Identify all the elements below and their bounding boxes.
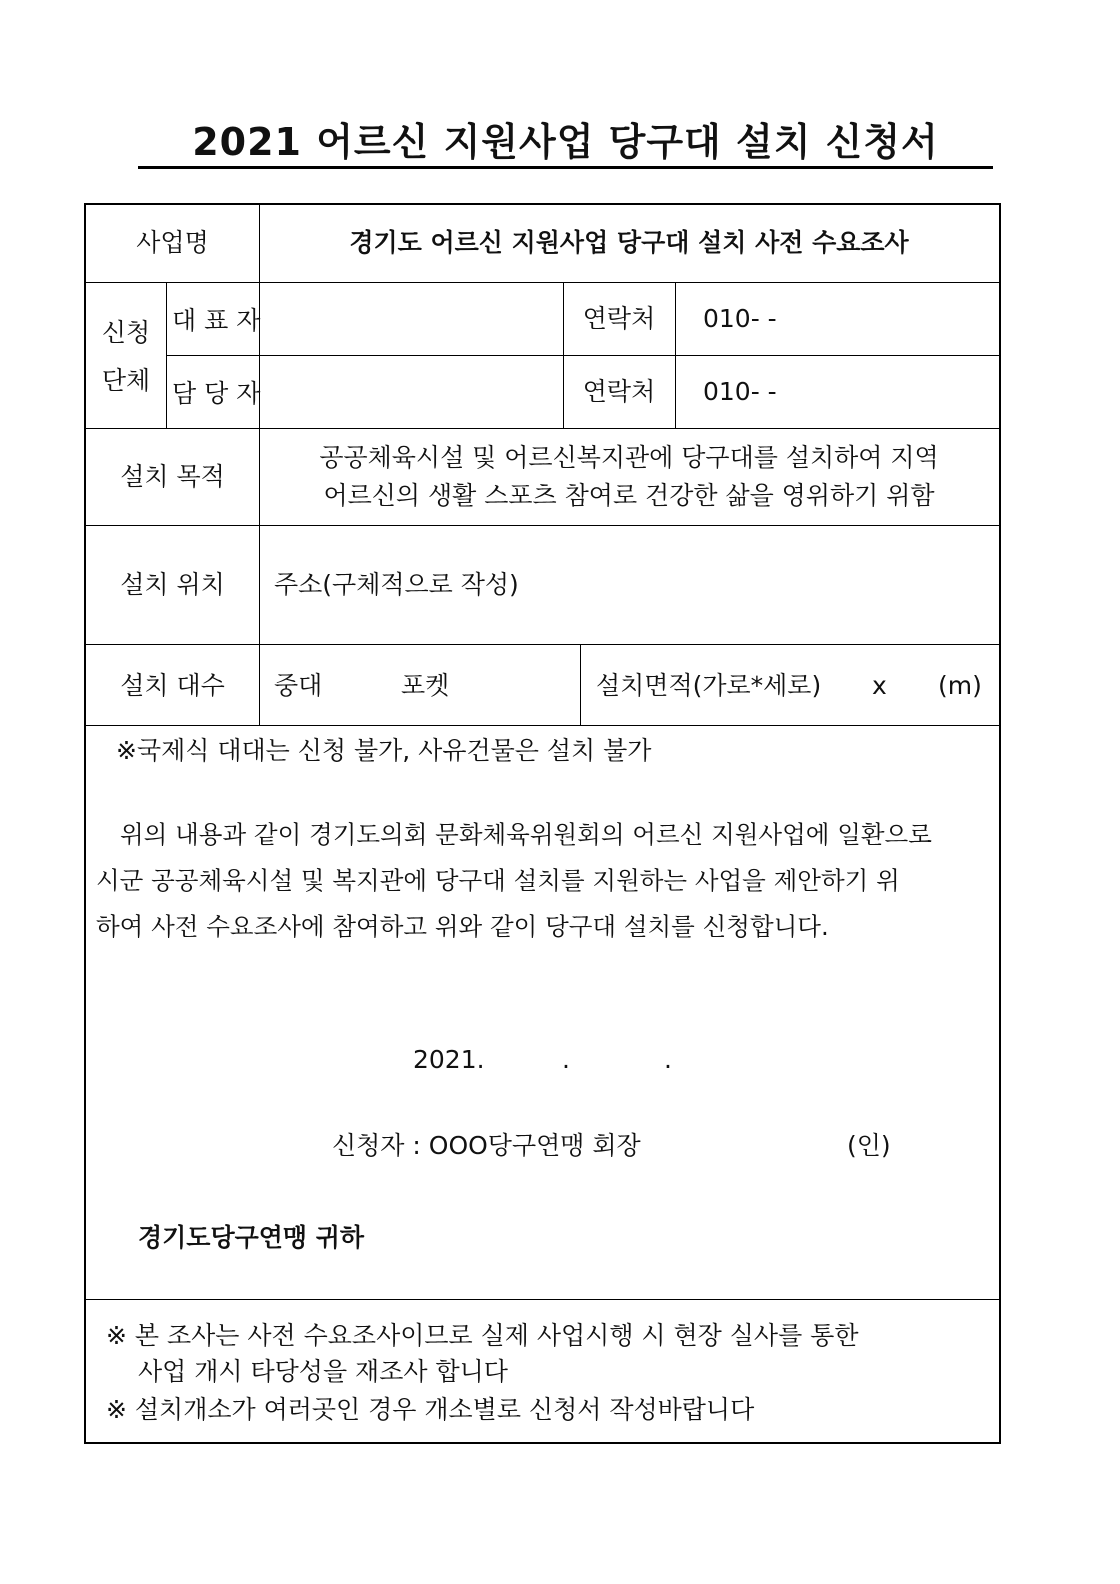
footer-note-1-continued: 사업 개시 타당성을 재조사 합니다 xyxy=(138,1357,508,1386)
purpose-text-line1: 공공체육시설 및 어르신복지관에 당구대를 설치하여 지역 xyxy=(319,443,939,472)
manager-contact-label: 연락처 xyxy=(582,377,656,406)
manager-contact-value: 010- - xyxy=(703,377,777,406)
document-title: 2021 어르신 지원사업 당구대 설치 신청서 xyxy=(138,118,993,169)
footer-note-2: ※ 설치개소가 여러곳인 경우 개소별로 신청서 작성바랍니다 xyxy=(106,1395,755,1424)
footer-note-1: ※ 본 조사는 사전 수요조사이므로 실제 사업시행 시 현장 실사를 통한 xyxy=(106,1321,859,1350)
purpose-label: 설치 목적 xyxy=(120,462,225,491)
area-label: 설치면적(가로*세로) xyxy=(596,671,822,700)
representative-contact-value: 010- - xyxy=(703,304,777,333)
area-unit: (m) xyxy=(938,671,982,700)
count-label: 설치 대수 xyxy=(120,671,225,700)
application-form xyxy=(84,203,1001,1444)
manager-label: 담 당 자 xyxy=(172,379,261,408)
column-divider xyxy=(166,282,167,428)
representative-label: 대 표 자 xyxy=(172,306,261,335)
count-medium-table: 중대 xyxy=(274,671,323,700)
location-label: 설치 위치 xyxy=(120,570,225,599)
column-divider xyxy=(675,282,676,428)
column-divider xyxy=(580,644,581,725)
footer-divider xyxy=(86,1299,999,1300)
row-divider xyxy=(86,644,999,645)
row-divider xyxy=(86,428,999,429)
recipient: 경기도당구연맹 귀하 xyxy=(138,1223,365,1252)
date-year: 2021. xyxy=(413,1045,485,1074)
row-divider xyxy=(86,525,999,526)
paragraph-line-3: 하여 사전 수요조사에 참여하고 위와 같이 당구대 설치를 신청합니다. xyxy=(96,912,829,941)
date-month-dot: . xyxy=(562,1045,570,1074)
paragraph-line-1: 위의 내용과 같이 경기도의회 문화체육위원회의 어르신 지원사업에 일환으로 xyxy=(120,820,932,849)
applicant-org-label-2: 단체 xyxy=(101,366,151,395)
row-divider xyxy=(86,725,999,726)
purpose-text-line2: 어르신의 생활 스포츠 참여로 건강한 삶을 영위하기 위함 xyxy=(323,481,935,510)
business-name-value: 경기도 어르신 지원사업 당구대 설치 사전 수요조사 xyxy=(349,228,909,257)
business-name-label: 사업명 xyxy=(136,228,209,257)
row-divider xyxy=(166,355,999,356)
representative-contact-label: 연락처 xyxy=(582,304,656,333)
location-value: 주소(구체적으로 작성) xyxy=(274,570,519,599)
area-x: x xyxy=(872,671,887,700)
seal-mark: (인) xyxy=(847,1131,891,1160)
applicant-org-label: 신청 xyxy=(101,318,151,347)
date-day-dot: . xyxy=(664,1045,672,1074)
paragraph-line-2: 시군 공공체육시설 및 복지관에 당구대 설치를 지원하는 사업을 제안하기 위 xyxy=(96,866,900,895)
row-divider xyxy=(86,282,999,283)
notice-text: ※국제식 대대는 신청 불가, 사유건물은 설치 불가 xyxy=(116,736,652,765)
applicant-signature: 신청자 : OOO당구연맹 회장 xyxy=(332,1131,641,1160)
count-pocket-table: 포켓 xyxy=(401,671,450,700)
